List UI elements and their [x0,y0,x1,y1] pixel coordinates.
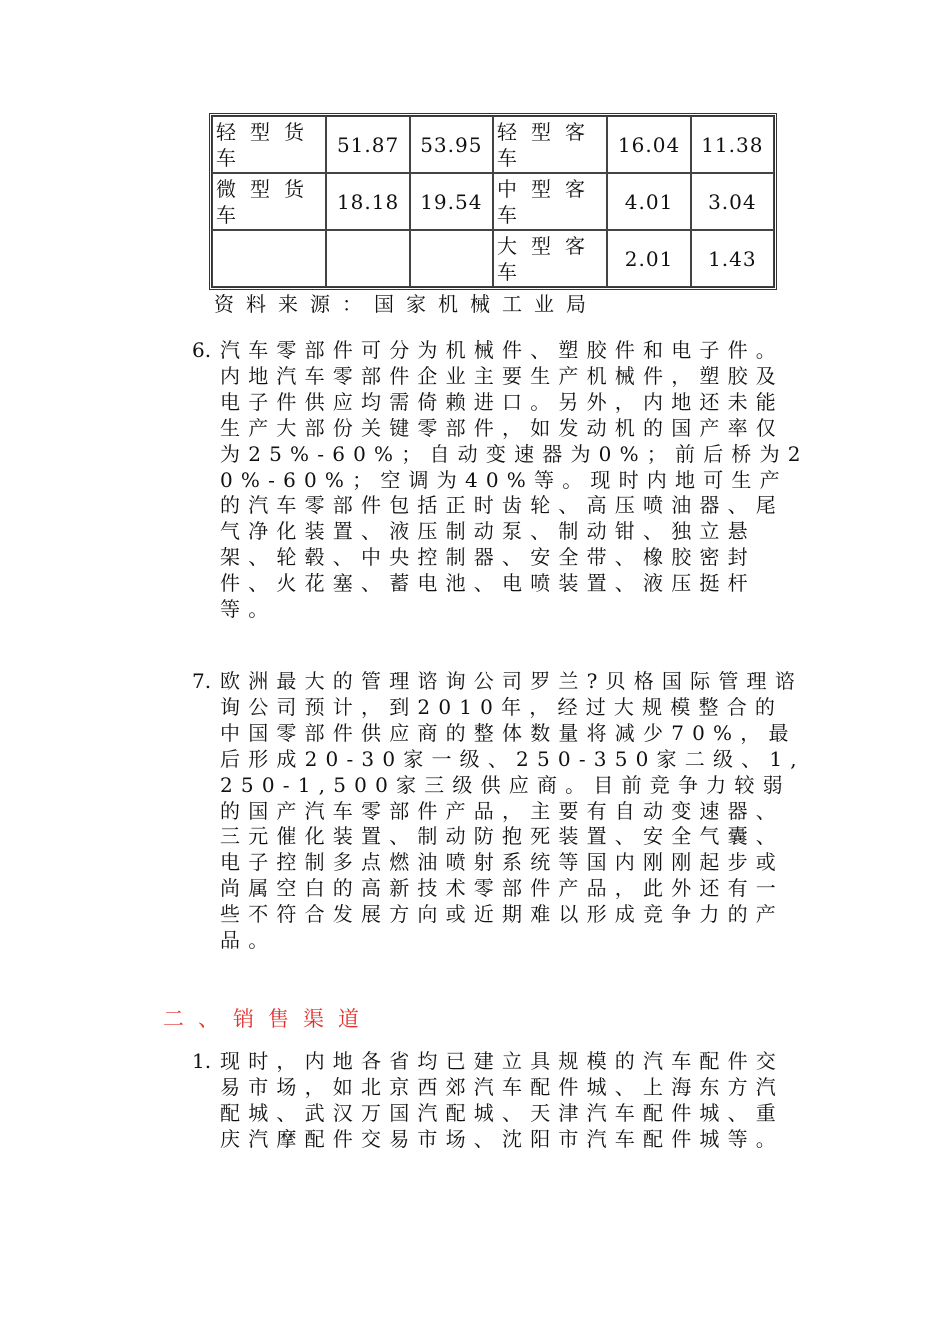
table-cell: 1.43 [691,230,774,287]
table-cell: 轻型货车 [212,116,326,173]
table-cell: 3.04 [691,173,774,230]
list-item [192,669,810,954]
table-row [212,173,774,230]
table-cell: 中型客车 [493,173,607,230]
table-cell: 轻型客车 [493,116,607,173]
table-cell: 4.01 [607,173,690,230]
table-cell: 51.87 [326,116,409,173]
table-cell: 2.01 [607,230,690,287]
table-source-note: 资料来源：国家机械工业局 [214,292,598,316]
table-cell: 53.95 [410,116,493,173]
table-row [212,230,774,287]
vehicle-data-table [209,113,777,290]
list-item-text: 现时，内地各省均已建立具规模的汽车配件交易市场，如北京西郊汽车配件城、上海东方汽配城、武汉万国汽配城、天津汽车配件城、重庆汽摩配件交易市场、沈阳市汽车配件城等。 [220,1049,784,1151]
table-cell: 19.54 [410,173,493,230]
list-item-number: 7. [192,669,212,693]
table-cell [326,230,409,287]
table-row [212,116,774,173]
table-cell: 11.38 [691,116,774,173]
table-cell: 大型客车 [493,230,607,287]
list-item [192,1049,810,1153]
table-cell [212,230,326,287]
list-item-number: 6. [192,338,212,362]
table-cell: 16.04 [607,116,690,173]
table-cell: 18.18 [326,173,409,230]
list-item [192,338,810,623]
table-cell [410,230,493,287]
list-item-text: 汽车零部件可分为机械件、塑胶件和电子件。内地汽车零部件企业主要生产机械件，塑胶及电子件供应均需倚赖进口。另外，内地还未能生产大部份关键零部件，如发动机的国产率仅为25%-60%；自动变速器为0%；前后桥为20%-60%；空调为40%等。现时内地可生产的汽车零部件包括正时齿轮、高压喷油器、尾气净化装置、液压制动泵、制动钳、独立悬架、轮毂、中央控制器、安全带、橡胶密封件、火花塞、蓄电池、电喷装置、液压挺杆等。 [220,338,809,622]
list-item-text: 欧洲最大的管理谘询公司罗兰?贝格国际管理谘询公司预计，到2010年，经过大规模整合的中国零部件供应商的整体数量将减少70%，最后形成20-30家一级、250-350家二级、1,250-1,500家三级供应商。目前竞争力较弱的国产汽车零部件产品，主要有自动变速器、三元催化装置、制动防抱死装置、安全气囊、电子控制多点燃油喷射系统等国内刚刚起步或尚属空白的高新技术零部件产品，此外还有一些不符合发展方向或近期难以形成竞争力的产品。 [220,669,805,953]
list-item-number: 1. [192,1049,212,1073]
table-cell: 微型货车 [212,173,326,230]
section-heading: 二、销售渠道 [163,1007,373,1031]
